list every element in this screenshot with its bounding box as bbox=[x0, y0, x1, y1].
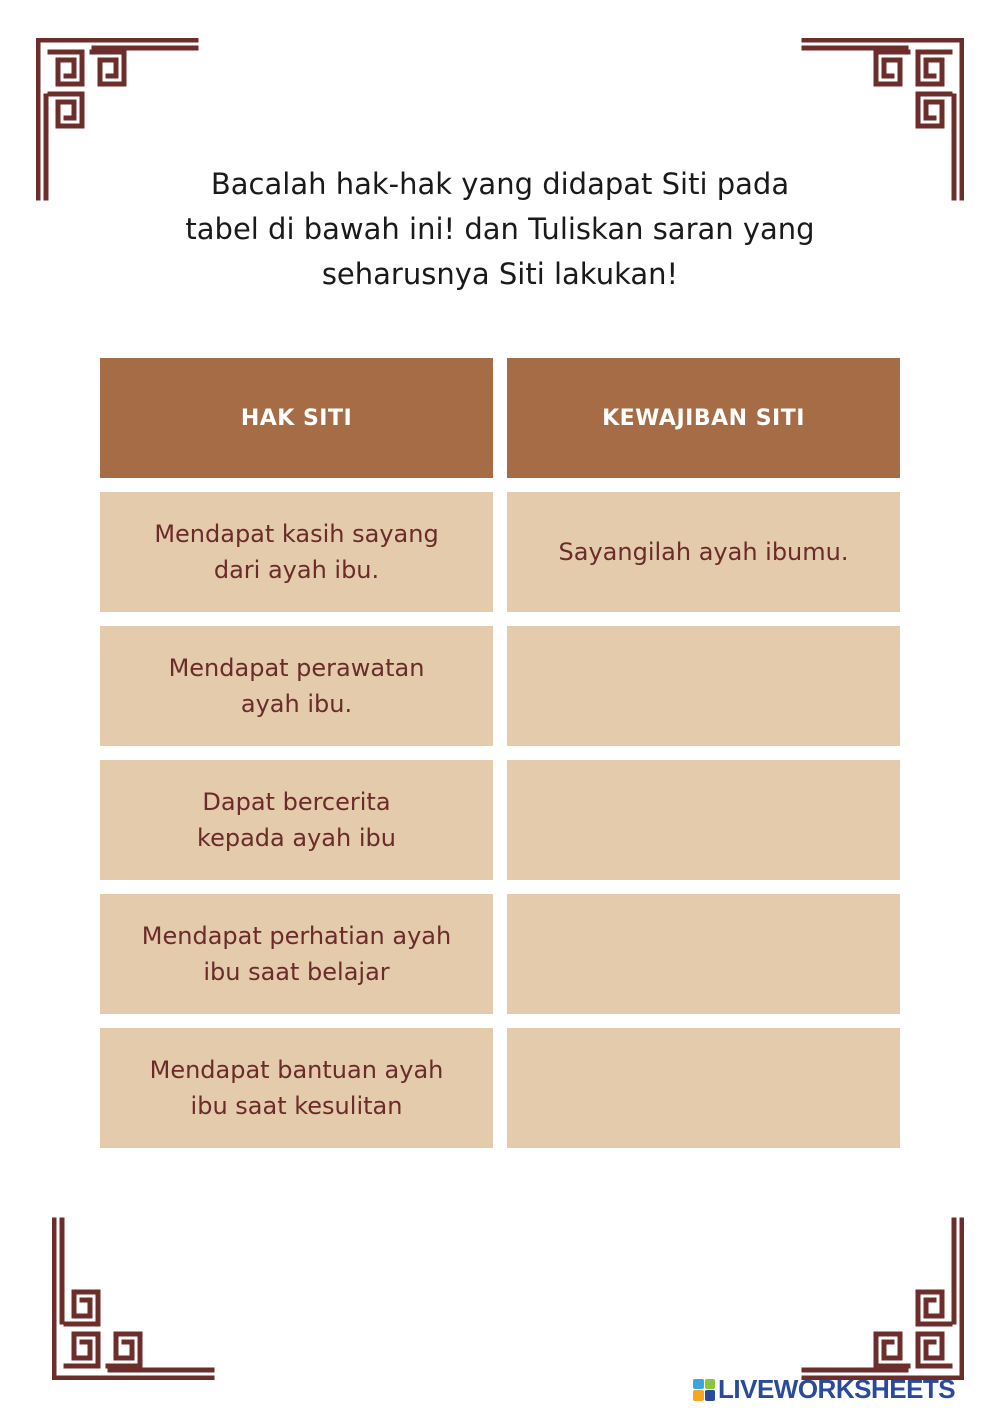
hak-cell bbox=[100, 626, 493, 746]
greek-key-corner-icon bbox=[52, 1210, 222, 1380]
hak-cell bbox=[100, 1028, 493, 1148]
rights-duties-table bbox=[100, 358, 900, 1148]
table-row bbox=[100, 894, 900, 1014]
hak-text-line: Mendapat perhatian ayah bbox=[141, 922, 452, 950]
hak-text-line: Mendapat perawatan bbox=[168, 654, 425, 682]
kewajiban-answer-cell[interactable] bbox=[507, 760, 900, 880]
table-row bbox=[100, 492, 900, 612]
hak-text-line: kepada ayah ibu bbox=[197, 824, 396, 852]
kewajiban-answer-cell[interactable] bbox=[507, 626, 900, 746]
instruction-line: seharusnya Siti lakukan! bbox=[321, 257, 679, 291]
table-header-row bbox=[100, 358, 900, 478]
kewajiban-cell[interactable]: Sayangilah ayah ibumu. bbox=[507, 492, 900, 612]
brand-text: LIVEWORKSHEETS bbox=[718, 1374, 956, 1404]
table-row bbox=[100, 626, 900, 746]
hak-text-line: Mendapat bantuan ayah bbox=[149, 1056, 444, 1084]
hak-text-line: Mendapat kasih sayang bbox=[154, 520, 439, 548]
hak-text-line: ibu saat kesulitan bbox=[190, 1092, 403, 1120]
corner-ornament-bottom-right-icon bbox=[794, 1210, 964, 1380]
corner-ornament-bottom-left-icon bbox=[52, 1210, 222, 1380]
hak-cell bbox=[100, 760, 493, 880]
liveworksheets-brand bbox=[693, 1374, 955, 1405]
hak-text-line: Dapat bercerita bbox=[202, 788, 391, 816]
kewajiban-answer-cell[interactable] bbox=[507, 894, 900, 1014]
header-kewajiban-siti: KEWAJIBAN SITI bbox=[507, 358, 900, 478]
hak-cell bbox=[100, 894, 493, 1014]
instruction-text bbox=[120, 162, 880, 297]
hak-text-line: dari ayah ibu. bbox=[213, 556, 380, 584]
greek-key-corner-icon bbox=[794, 1210, 964, 1380]
instruction-line: Bacalah hak-hak yang didapat Siti pada bbox=[210, 167, 790, 201]
header-hak-siti: HAK SITI bbox=[100, 358, 493, 478]
table-row bbox=[100, 760, 900, 880]
hak-text-line: ibu saat belajar bbox=[203, 958, 390, 986]
instruction-line: tabel di bawah ini! dan Tuliskan saran yang bbox=[185, 212, 815, 246]
table-row bbox=[100, 1028, 900, 1148]
hak-cell bbox=[100, 492, 493, 612]
kewajiban-answer-cell[interactable] bbox=[507, 1028, 900, 1148]
hak-text-line: ayah ibu. bbox=[240, 690, 353, 718]
liveworksheets-logo-icon bbox=[693, 1379, 715, 1401]
